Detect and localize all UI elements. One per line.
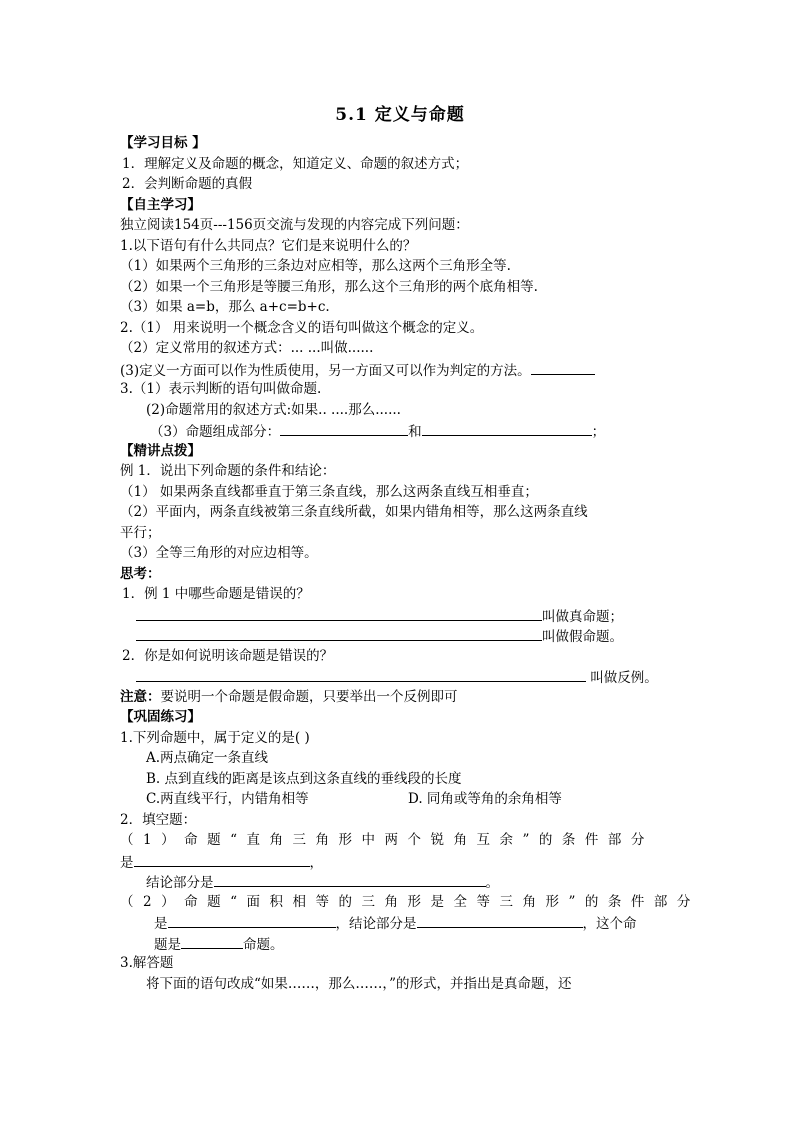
practice-question-3: 3.解答题 (120, 955, 174, 971)
question-3-part-1: 3.（1）表示判断的语句叫做命题. (120, 381, 322, 397)
option-a: A.两点确定一条直线 (146, 750, 269, 766)
worksheet (120, 100, 700, 994)
question-2-part-1: 2.（1） 用来说明一个概念含义的语句叫做这个概念的定义。 (120, 319, 484, 336)
question-3-part-2: (2)命题常用的叙述方式:如果.. ....那么...... (146, 401, 401, 418)
practice-question-1: 1.下列命题中，属于定义的是( ) (120, 729, 310, 746)
section-self-study: 【自主学习】 (120, 196, 201, 213)
example-1-item-3: （3）全等三角形的对应边相等。 (120, 545, 318, 561)
semicolon: ； (591, 424, 606, 440)
practice-question-3-text: 将下面的语句改成“如果……，那么……，”的形式，并指出是真命题，还 (146, 975, 572, 992)
fill-2-condition (120, 912, 680, 933)
fill-1-comma: ， (309, 854, 323, 871)
blank-conclusion (214, 871, 486, 887)
note-text: 要说明一个命题是假命题，只要举出一个反例即可 (160, 688, 458, 705)
question-2-part-3 (120, 359, 680, 380)
page-title: 5.1 定义与命题 (335, 105, 465, 125)
fill-2-is: 是 (154, 916, 168, 932)
fill-1-is: 是 (120, 854, 134, 871)
fill-1-conclusion (120, 871, 680, 892)
question-1-item-3: （3）如果 a=b，那么 a+c=b+c. (120, 299, 330, 315)
example-1-item-2: （2）平面内，两条直线被第三条直线所截，如果内错角相等，那么这两条直线 (120, 504, 588, 520)
question-3-part-3 (120, 420, 680, 441)
question-2-part-3-text: (3)定义一方面可以作为性质使用，另一方面又可以作为判定的方法。 (120, 362, 531, 379)
blank-condition (280, 420, 408, 436)
blank-line (136, 625, 542, 641)
blank-condition (134, 851, 310, 867)
example-1-head: 例 1．说出下列命题的条件和结论： (120, 463, 336, 479)
think-question-1: 1．例 1 中哪些命题是错误的？ (122, 586, 310, 602)
fill-1-conclusion-label: 结论部分是 (146, 875, 214, 891)
section-think: 思考： (120, 565, 161, 582)
example-1-item-1: （1） 如果两条直线都垂直于第三条直线，那么这两条直线互相垂直； (120, 483, 538, 500)
self-study-intro: 独立阅读154页---156页交流与发现的内容完成下列问题： (120, 217, 469, 233)
question-3-part-3-text: （3）命题组成部分： (150, 424, 281, 440)
counterexample-label: 叫做反例。 (590, 670, 658, 686)
option-d: D. 同角或等角的余角相等 (408, 791, 562, 807)
conjunction-and: 和 (408, 424, 422, 440)
think-counter-line (120, 666, 680, 687)
think-true-line (120, 605, 680, 626)
fill-2-mid: ，这个命 (582, 916, 637, 932)
fill-2-conclusion-label: ，结论部分是 (335, 916, 417, 932)
blank-line (136, 605, 542, 621)
blank-line (136, 666, 586, 682)
fill-1-end: 。 (485, 875, 499, 891)
goal-2: 2．会判断命题的真假 (122, 176, 253, 192)
think-question-2: 2．你是如何说明该命题是错误的？ (122, 647, 334, 664)
option-c: C.两直线平行，内错角相等 (146, 791, 309, 807)
fill-2-title: 题是 (154, 936, 181, 953)
blank-conclusion (417, 912, 583, 928)
blank-conclusion (422, 420, 592, 436)
blank-type (181, 933, 243, 949)
fill-2-type (120, 933, 680, 954)
note-line (120, 687, 680, 708)
fill-2-end: 命题。 (243, 936, 284, 953)
section-key-points: 【精讲点拨】 (120, 442, 201, 459)
think-false-line (120, 625, 680, 646)
false-proposition-label: 叫做假命题。 (542, 629, 623, 645)
question-2-part-2: （2）定义常用的叙述方式：... ...叫做...... (120, 340, 374, 356)
question-1: 1.以下语句有什么共同点？它们是来说明什么的？ (120, 237, 417, 254)
true-proposition-label: 叫做真命题； (542, 608, 623, 625)
practice-question-2: 2．填空题： (120, 811, 197, 828)
option-b: B. 点到直线的距离是该点到这条直线的垂线段的长度 (146, 770, 462, 787)
section-practice: 【巩固练习】 (120, 709, 201, 725)
fill-1-condition (120, 851, 680, 872)
blank-condition (168, 912, 336, 928)
fill-2: （2）命题“面积相等的三角形是全等三角形”的条件部分 (120, 893, 700, 910)
question-1-item-2: （2）如果一个三角形是等腰三角形，那么这个三角形的两个底角相等. (120, 278, 538, 295)
options-c-d (120, 789, 680, 810)
fill-1: （1）命题“直角三角形中两个锐角互余”的条件部分 (120, 832, 654, 848)
note-label: 注意： (120, 688, 161, 705)
section-goals: 【学习目标 】 (120, 135, 206, 151)
blank-line (531, 359, 595, 375)
question-1-item-1: （1）如果两个三角形的三条边对应相等，那么这两个三角形全等. (120, 258, 511, 274)
example-1-item-2-cont: 平行； (120, 524, 161, 541)
goal-1: 1．理解定义及命题的概念，知道定义、命题的叙述方式； (122, 155, 469, 172)
